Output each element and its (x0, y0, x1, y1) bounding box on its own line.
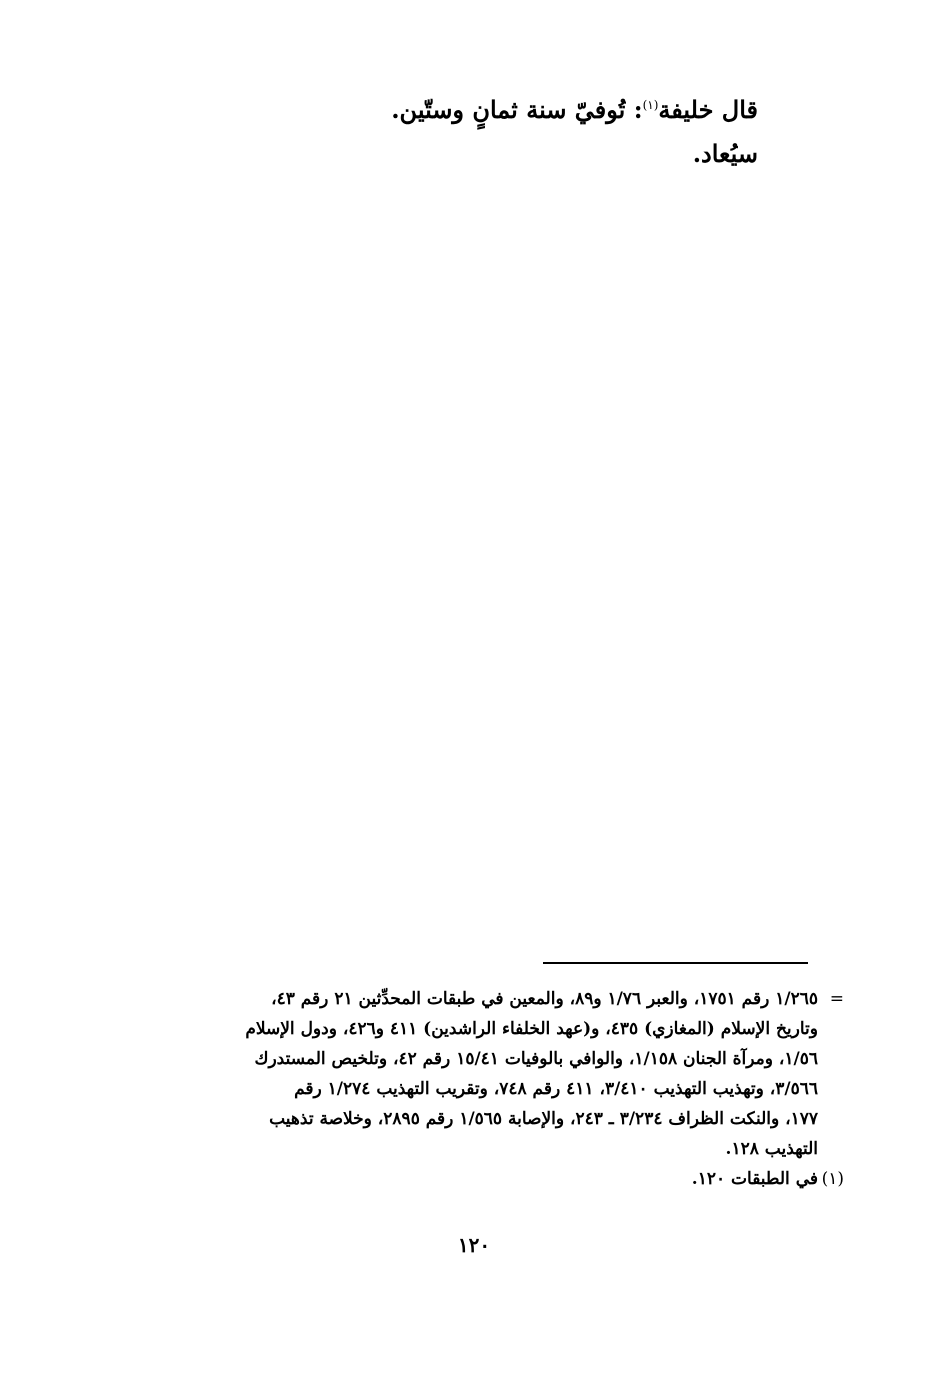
main-text (198, 88, 758, 176)
footnote-continuation-line: ١/٥٦، ومرآة الجنان ١/١٥٨، والوافي بالوفيات ١٥/٤١ رقم ٤٢، وتلخيص المستدرك (254, 1049, 818, 1069)
footnote-continuation-line: ١٧٧، والنكت الظراف ٣/٢٣٤ ـ ٢٤٣، والإصابة ١/٥٦٥ رقم ٢٨٩٥، وخلاصة تذهيب (269, 1109, 818, 1129)
main-text-line-1-start: قال خليفة (658, 95, 758, 124)
footnote-continuation-line: وتاريخ الإسلام (المغازي) ٤٣٥، و(عهد الخلفاء الراشدين) ٤١١ و٤٢٦، ودول الإسلام (245, 1019, 818, 1039)
page-number: ١٢٠ (457, 1233, 491, 1257)
main-text-line-1-end: : تُوفيّ سنة ثمانٍ وستّين. (391, 95, 643, 124)
footnote-continuation-line: ٣/٥٦٦، وتهذيب التهذيب ٣/٤١٠، ٤١١ رقم ٧٤٨، وتقريب التهذيب ١/٢٧٤ رقم (294, 1079, 818, 1099)
footnote-continuation-line: ١/٢٦٥ رقم ١٧٥١، والعبر ١/٧٦ و٨٩، والمعين في طبقات المحدِّثين ٢١ رقم ٤٣، (271, 989, 818, 1009)
footnote-1-marker: (١) (821, 1169, 844, 1189)
footnote-separator (543, 962, 808, 964)
footnotes (128, 984, 844, 1194)
footnote-continuation (128, 984, 844, 1164)
main-text-line-1 (198, 88, 758, 132)
footnote-1-text: في الطبقات ١٢٠. (691, 1169, 818, 1189)
continuation-marker: = (829, 989, 844, 1009)
main-text-line-2: سيُعاد. (692, 139, 758, 168)
footnote-1 (128, 1164, 844, 1194)
footnote-reference-1: (١) (642, 98, 659, 112)
footnote-continuation-line: التهذيب ١٢٨. (725, 1139, 818, 1159)
